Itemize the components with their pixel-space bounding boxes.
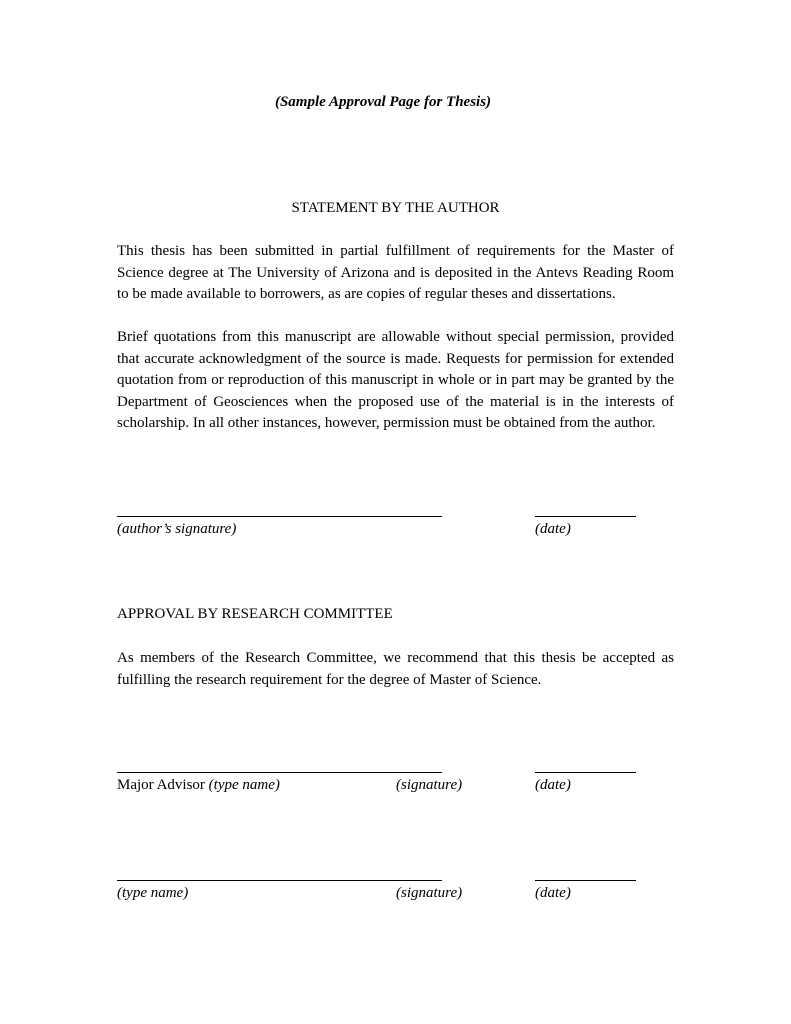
advisor-date-line	[535, 772, 636, 773]
member-name-caption: (type name)	[117, 885, 189, 901]
approval-title: APPROVAL BY RESEARCH COMMITTEE	[117, 606, 393, 622]
advisor-date-caption: (date)	[535, 777, 571, 793]
sample-page-label: (Sample Approval Page for Thesis)	[274, 94, 492, 110]
approval-paragraph: As members of the Research Committee, we recommend that this thesis be accepted as fulfilling the research requirement for the degree of Master of Science.	[117, 650, 674, 688]
author-date-line	[535, 516, 636, 517]
author-signature-line	[117, 516, 442, 517]
statement-paragraph-1: This thesis has been submitted in partial fulfillment of requirements for the Master of Science degree at The University of Arizona and is deposited in the Antevs Reading Room to be made available to borrowers, as are copies of regular theses and dissertations.	[117, 243, 674, 302]
advisor-role: Major Advisor	[117, 777, 205, 793]
advisor-type-name: (type name)	[208, 777, 280, 793]
advisor-name-line	[117, 772, 442, 773]
member-date-caption: (date)	[535, 885, 571, 901]
statement-paragraph-2: Brief quotations from this manuscript are allowable without special permission, provided that accurate acknowledgment of the source is made. Requests for permission for extended quotation from or reproduction of this manuscript in whole or in part may be granted by the Department of Geosciences when the proposed use of the material is in the interests of scholarship. In all other instances, however, permission must be obtained from the author.	[117, 329, 674, 431]
statement-title: STATEMENT BY THE AUTHOR	[291, 200, 500, 216]
author-date-caption: (date)	[535, 521, 571, 537]
member-date-line	[535, 880, 636, 881]
advisor-name-caption	[117, 777, 280, 794]
author-signature-caption: (author’s signature)	[117, 521, 237, 537]
member-name-line	[117, 880, 442, 881]
member-signature-caption: (signature)	[396, 885, 463, 901]
advisor-signature-caption: (signature)	[396, 777, 463, 793]
